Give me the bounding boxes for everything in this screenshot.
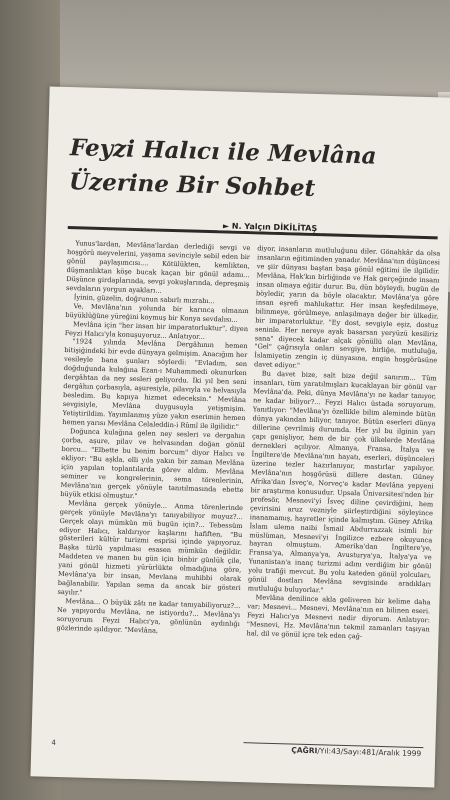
paragraph: Mevlâna için "her insan bir imparatorluktur", diyen Feyzi Halıcı'yla konuşuyoruz... Anlatıyor... xyxy=(64,319,249,341)
left-column xyxy=(54,239,251,734)
right-column xyxy=(244,244,441,739)
article-title-line1: Feyzi Halıcı ile Mevlâna xyxy=(69,134,377,170)
paragraph: "1924 yılında Mevlâna Dergâhının hemen bitişiğindeki bir evde dünyaya gelmişim. Anacığım her vesileyle bana şunları söylerdi: "Evladım, sen doğduğunda kulağına Ezan-ı Muhammedi okunurken dergâhtan da ney sesleri geliyordu. İki yıl ben seni dergâhın çorbasıyla, aşuresiyle, pilavıyla ve helvasıyla besledim. Bu kapıya hizmet edeceksin." Mevlâna sevgisiyle, Mevlâna duygusuyla yetişmişim. Yetiştirildim. Yayımlanmış yüze yakın eserimin hemen hemen yarısı Mevlâna Celaleddin-i Rûmî ile ilgilidir." xyxy=(62,337,248,431)
paragraph: İyinin, güzelin, doğrunun sabırlı mızrabı... xyxy=(73,292,215,305)
paragraph: Yunus'lardan, Mevlâna'lardan derlediği sevgi ve hoşgörü meyvelerini, yaşama sevinciyle sebil eden bir gönül paylaşımcısı.... Kötülükten, kemlikten, düşmanlıktan köşe bucak kaçan bir gönül adamı... Düşünce girdaplarında, sevgi yokuşlarında, depreşmiş sevdaların yorgun ayakları... xyxy=(65,239,251,295)
byline-marker-icon: ► xyxy=(222,221,230,231)
paragraph: Mevlâna... O büyük zâtı ne kadar tanıyabiliyoruz?... Ne yapıyordu Mevlâna, ne istiyordu?... Mevlâna'yı soruyorum Feyzi Halıcı'ya, gönlünün aydınlığı gözlerinde ışıldıyor. "Mevlâna, xyxy=(56,597,241,635)
paragraph: Ve, Mevlâna'nın yolunda bir karınca olmanın büyüklüğüne yüreğini koymuş bir Konya sevdalısı... xyxy=(65,301,249,324)
page-number: 4 xyxy=(51,738,56,747)
magazine-name: ÇAĞRI xyxy=(291,745,318,756)
paragraph: Doğunca kulağına gelen ney sesleri ve dergahın çorba, aşure, pilav ve helvasından doğan gönül borcu... "Elbette bu benim borcum" diyor Halıcı ve ekliyor: "Bu aşkla, elli yıla yakın bir zaman Mevlâna için yapılan toplantılarda görev aldım. Mevlâna seminer ve kongrelerinin, sema törenlerinin, Mevlâna'nın gerçek yönüyle tanıtılmasında ebette büyük etkisi olmuştur." xyxy=(60,427,246,500)
article-title xyxy=(69,131,441,209)
article-title-line2: Üzerine Bir Sohbet xyxy=(68,168,316,202)
paragraph: Mevlâna gerçek yönüyle... Anma törenlerinde gerçek yönüyle Mevlâna'yı tanıyabiliyor muyuz?... Gerçek olayı mümkün mü bugün için?... Tebessüm ediyor Halıcı, kaldırıyor kaşlarını hafiften, "Bu gösterileri kültür turizmi esprisi içinde yapıyoruz. Başka türlü yapılması esasen mümkün değildir. Maddeten ve manen bu gün için binbir günlük çile, yani gönül hizmeti yürürlükte olmadığına göre, Mevlâna'ya bir insan, Mevlana muhibbi olarak bağlanabilir. Yapılan sema da ancak bir gösteri sayılır." xyxy=(57,498,244,597)
issue-info: /Yıl:43/Sayı:481/Aralık 1999 xyxy=(317,746,422,759)
paragraph: Mevlâna denilince akla geliveren bir kelime daha var; Mesnevi... Mesnevi, Mevlâna'nın en bilinen eseri. Feyzi Halıcı'ya Mesnevi nedir diyorum. Anlatıyor: "Mesnevi, Hz. Mevlâna'nın tekmil zamanları taşıyan hal, dil ve gönül içre tek eden çağ- xyxy=(246,593,431,641)
paragraph: diyor, insanların mutluluğunu diler. Gönahkâr da olsa insanların eğitiminden yanadır. Mevlâna'nın düşüncesi ve şiir dünyası baştan başa gönül eğitimi ile ilgilidir. Mevlâna, Hak'kın birliğinde ve Hak gerçeğinde insanı insan olmaya eğitir durur. Bu, dün böyleydi, bugün de böyledir, yarın da böyle olacaktır. Mevlâna'ya göre insan eşrefi mahlukattır. Her insan keşfedilmeye, bilinmeye, görülmeye, anlaşılmaya değer bir ülkedir, bir imparatorluktur. "Ey dost, sevgiyle eşiz, dostuz seninle. Her nereye ayak basarsan yeryüzü kesiliriz sana" diyecek kadar alçak gönüllü olan Mevlâna, "Gel" çağrısıyla onları sevgiye, birliğe, mutluluğa, İslamiyetin zengin iç dünyasına, engin hoşgörüsüne davet ediyor." xyxy=(253,244,441,370)
magazine-page xyxy=(30,86,450,787)
author-text: N. Yalçın DİKİLİTAŞ xyxy=(231,221,318,234)
paragraph: Bu davet bize, salt bize değil sanırım... Tüm insanları, tüm yaratılmışları kucaklayan bir gönül var Mevlâna'da. Peki, dünya Mevlâna'yı ne kadar tanıyor, ne kadar biliyor?... Feyzi Halıcı üstada soruyorum. Yanıtlıyor: "Mevlâna'yı özellikle bilim aleminde bütün dünya yakından biliyor, tanıyor. Bütün eserleri dünya dillerine çevrilmiş durumda. Her yıl bu ilginin yarı çapı genişliyor, hem de bir çok ülkelerde Mevlâna dernekleri açılıyor. Almanya, Fransa, İtalya ve İngiltere'de Mevlâna'nın hayatı, eserleri, düşünceleri üzerine tezler hazırlanıyor, mastırlar yapılıyor. Mevlâna'nın hoşgörüsü dillere destan. Güney Afrika'dan İsveç'e, Norveç'e kadar Mevlâna yepyeni bir araştırma konusudur. Upsala Üniversitesi'nden bir profesör, Mesnevi'yi İsveç diline çevirdiğini, hem çevirisini aruz vezniyle şiirleştirdiğini söyleyince inanamamış, hayretler içinde kalmıştım. Güney Afrika İslam ulema naibi İsmail Abdurrazzak isimli bir müslüman, Mesnevi'yi İngilizce ezbere okuyunca hayran olmuştum. Amerika'dan İngiltere'ye, Fransa'ya, Almanya'ya, Avusturya'ya, İtalya'ya ve Yunanistan'a inanç turizmi adını verdiğim bir gönül yolu trafiği mevcut. Bu yolu kateden gönül yolcuları, gönül dostları Mevlâna sevgisinde aradıkları mutluluğu buluyorlar." xyxy=(247,369,437,595)
author-byline xyxy=(68,217,438,240)
